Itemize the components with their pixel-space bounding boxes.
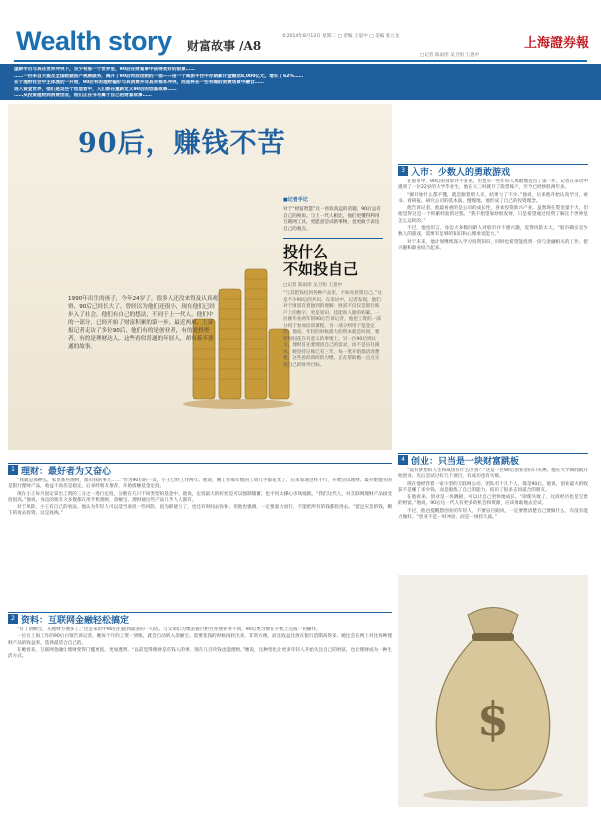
summary-line: 进入资金世界，他们是这些个创造者中，人们都在重新定义90后的创富故事…… [14,86,177,92]
paragraph: 一位在上海工作的90后白领告诉记者，她每个月的工资一到账，就会自动转入余额宝。需要花钱的时候再转出来，非常方便。而且收益比放在银行活期高得多。她还会在网上对比各种理财产品的收益率，选择最适合自己的。 [8,634,392,646]
section-body [8,478,392,606]
section-number: 3 [398,166,408,176]
svg-text:$: $ [476,692,510,746]
hero-caption-text: 1990年出生的孩子，今年24岁了。很多人还没来得及认真观察，90后已经长大了。曾经以为他们还很小，现在他们已经步入了社会。他们有自己的想法，不同于上一代人。他们中的一部分，已经开始了财富积累的第一步。最近两周，上证报记者走访了多位90后，他们有的是创业者，有的是投资者，有的是理财达人。这些看似普通的年轻人，却有着不普通的故事。 [68,296,219,350]
note-kicker: ■记者手记 [283,197,308,203]
summary-line: 虚龄半百与其在世界冲突下，至少有那一个世界里，90后在财富事中获得更好的前景…… [14,67,195,72]
section-body [398,179,588,447]
section-body [8,627,392,807]
paragraph: “有了余额宝，买理财方便多了。”这是采访中90后们提到最多的一句话。与父辈们习惯去银行柜台办理业务不同，90后更习惯在手机上完成一切操作。 [17,627,321,632]
editor-credits: □记者 陈雨彤 吴卫恒 王思中 [420,53,480,58]
note-headline: 投什么 不如投自己 [283,243,359,278]
paragraph: 现在他经营着一家小型的互联网公司，团队有十几个人，都是90后。他说，创业最大的收获不是赚了多少钱，而是锻炼了自己的能力，结识了很多志同道合的朋友。 [398,481,588,493]
note-body: “与其把钱投到各种产品里，不如先投资自己。”这是不少90后的共识。在采访中，记者发现，他们对于财富有着独到的理解：财富不仅仅是银行账户上的数字，更是知识、技能和人脉的积累。一位刚毕业两年的90后告诉记者，他把工资的一部分用于参加培训课程，另一部分则用于基金定投。他说，年轻的时候最大的资本就是时间，要把时间花在有意义的事情上。另一位90后则认为，理财首先要理清自己的需求，而不是盲目跟风。她坚持记账已有三年，每一笔开销都清清楚楚。这些看似琐碎的习惯，正在帮助她一点点实现自己的财务目标。 [283,291,382,368]
feature-headline: 90后，赚钱不苦 [78,128,286,159]
paragraph: “刚开始什么都不懂，就是跟着别人买，结果亏了不少。”他说，后来他开始认真学习，看书、看研报、研究公司的基本面。慢慢地，他形成了自己的投资理念。 [398,192,588,204]
paragraph: 不过，他也提醒想创业的年轻人，不要盲目跟风，一定要想清楚自己要做什么，有没有能力做好。“创业不是一时冲动，而是一场持久战。” [398,508,588,521]
section-header [8,612,392,625]
paragraph: 在股市中，90后的身影并不多见，但也有一些年轻人勇敢地迈出了第一步。记者在采访中遇到了一位22岁的大学毕业生，他在大三时就开了股票账户，至今已经炒股两年多。 [398,179,588,191]
section-header [398,453,588,466]
section-title: 资料：互联网金融轻松搞定 [21,615,130,626]
section-number: 2 [8,614,18,624]
summary-band [0,64,601,100]
section-body [398,468,588,572]
paragraph: 他告诉记者，他最看重的是公司的成长性，喜欢投资新兴产业。虽然现在资金量不大，但他觉得这是一个积累经验的过程。“我不指望靠炒股发财，只是希望通过投资了解这个世界是怎么运转的。” [398,206,588,224]
paragraph: 在他看来，创业是一块跳板，可以让自己更快地成长。“即使失败了，这段经历也是宝贵的财富。”他说，90后这一代人有更多的机会和资源，应该勇敢地去尝试。 [398,495,588,507]
summary-line: 在于理财社会中主体流的一开始，90后有的理财偏好与其消费并非具有根本冲突，而是将在一些有趣的消费场景中融合…… [14,80,264,85]
section-header [398,164,588,177]
column-label: 财富故事 /A8 [187,39,262,53]
section-header [8,463,392,476]
summary-line: ……从投资理财到消费创业，他们正在书写属于自己的财富故事…… [14,93,152,98]
reporter-note [283,196,383,369]
paragraph: 在她看来，互联网金融让理财变得门槛更低、更加透明。“以前觉得理财是有钱人的事，现在几百块钱也能理财。”她说，这种变化让更多年轻人开始关注自己的财富，也让理财成为一种生活方式。 [8,647,392,660]
paragraph: 现在小王每月固定拿出工资的三分之一进行定投，分散在几只不同类型的基金中。他说，定投最大的好处是可以强制储蓄，也不用太操心市场涨跌。“我们这代人，对互联网理财产品接受度很高。”他说，身边的朋友大多数都在用手机理财，余额宝、理财通这些产品几乎人人都有。 [8,491,392,503]
note-divider [283,238,383,239]
section-number: 1 [8,465,18,475]
paragraph: 不过，他也坦言，身边大多数同龄人对股市并不感兴趣，觉得风险太大。“股市确实是少数人的游戏，需要有足够的知识和心理承受能力。” [398,226,588,238]
masthead [0,0,601,62]
section-title: 创业：只当是一块财富跳板 [411,456,520,467]
section-number: 4 [398,455,408,465]
paragraph: 对于风险，小王有自己的看法。他认为年轻人可以适当承担一些风险，因为即使亏了，也还有时间去弥补。但他也强调，一定要量力而行，不能把所有的钱都投进去。“留足应急的钱，剩下的再去投资，这是底线。” [8,505,392,517]
paragraph: “没有梦想的人生和咸鱼有什么区别？”这是一位90后创业者的口头禅。他在大学期间就开始创业，先后尝试过好几个项目，有成功也有失败。 [398,468,588,480]
header-rule [14,60,587,62]
section-title: 理财：最好者为又奋心 [21,466,112,477]
note-byline: □记者 陈雨彤 吴卫恒 王思中 [283,283,343,288]
paragraph: “我就是那种么，家里那些理财，都有我的事儿……”作为90后的一员，小王已经工作两年。他说，刚工作那年他的工资几乎都花光了，后来发现这样不行，开始尝试理财。最开始他买的是银行理财产品，收益不高但是稳定。后来经朋友推荐，开始接触基金定投。 [8,478,392,490]
paragraph: 对于未来，他计划继续深入学习投资知识，同时也希望能找到一份与金融相关的工作，把兴趣和职业结合起来。 [398,239,588,251]
issue-meta: ©2014年8月12日 星期二 □ 责编 王思中 □ 美编 张立龙 [282,34,400,39]
newspaper-logo: 上海證券報 [524,36,590,51]
summary-line: ……一份来自天猫及全国数据资产视频服务，揭开了90后时段创始的一面——由一个商旅平台中存期累计金额达8,000亿元，增长了62%…… [14,73,304,79]
money-bag-illustration [398,575,588,807]
section-title: Wealth story [16,26,172,56]
note-lead: 对于“财富智慧”这一看似高远的话题，90后总有自己的视角。与上一代人相比，他们更懂得利用互联网工具，更愿意尝试新事物，也更敢于表达自己的观点。 [283,207,381,232]
section-title: 入市：少数人的勇敢游戏 [411,167,511,178]
hero-caption [68,295,218,351]
